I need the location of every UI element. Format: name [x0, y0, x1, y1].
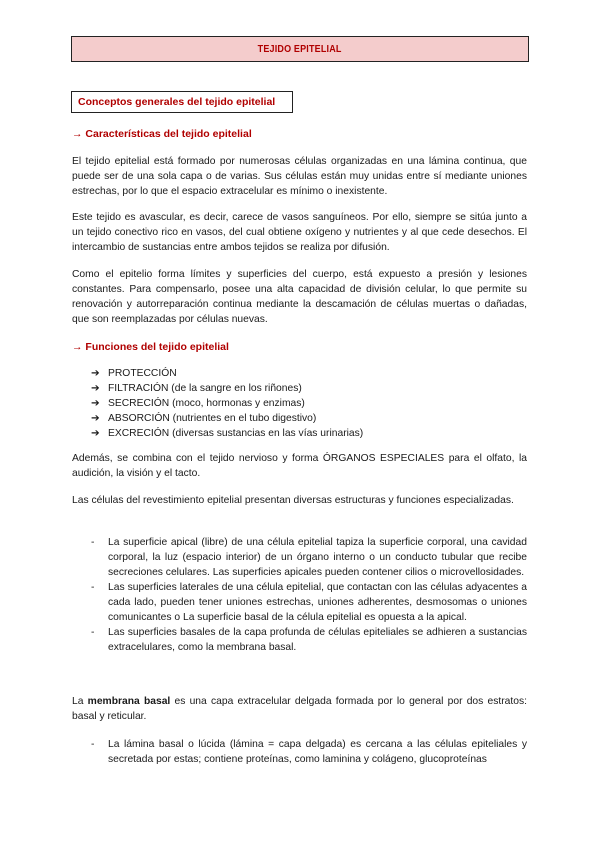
arrow-icon: ➔: [91, 398, 100, 409]
characteristics-paragraph-3: Como el epitelio forma límites y superficies del cuerpo, está expuesto a presión y lesiones constantes. Para compensarlo, posee una alta capacidad de división celular, lo que permite su renovación y autorreparación continua mediante la descamación de células muertas o dañadas, que son reemplazadas por células nuevas.: [72, 269, 527, 325]
list-item: [91, 396, 363, 411]
basal-intro-text: La: [72, 696, 88, 707]
section-title: Conceptos generales del tejido epitelial: [78, 96, 276, 108]
basal-item-text: La lámina basal o lúcida (lámina = capa delgada) es cercana a las células epiteliales y secretada por estas; contiene proteínas, como laminina y colágeno, glucoproteínas: [108, 739, 527, 765]
arrow-icon: ➔: [91, 368, 100, 379]
dash-bullet: -: [91, 537, 95, 548]
characteristics-heading: → Características del tejido epitelial: [72, 128, 252, 140]
basal-intro-rest: es una capa extracelular delgada formada por lo general por dos estratos: basal y reticular.: [72, 696, 527, 722]
structures-paragraph: Las células del revestimiento epitelial presentan diversas estructuras y funciones especializadas.: [72, 495, 514, 506]
functions-list: [91, 366, 363, 441]
function-item-text: PROTECCIÓN: [108, 368, 177, 379]
list-item: [91, 580, 527, 625]
list-item: [91, 411, 363, 426]
section-title-box: [71, 91, 293, 113]
surfaces-list: [91, 535, 527, 655]
arrow-icon: ➔: [91, 383, 100, 394]
surface-item-text: Las superficies basales de la capa profunda de células epiteliales se adhieren a sustancias extracelulares, como la membrana basal.: [108, 627, 527, 653]
function-item-text: ABSORCIÓN (nutrientes en el tubo digestivo): [108, 413, 317, 424]
function-item-text: EXCRECIÓN (diversas sustancias en las vías urinarias): [108, 428, 364, 439]
basal-list: [91, 737, 527, 767]
dash-bullet: -: [91, 739, 95, 750]
arrow-icon: ➔: [91, 413, 100, 424]
list-item: [91, 426, 363, 441]
dash-bullet: -: [91, 627, 95, 638]
list-item: [91, 381, 363, 396]
basal-membrane-term: membrana basal: [87, 696, 171, 707]
characteristics-paragraph-1: El tejido epitelial está formado por numerosas células organizadas en una lámina continua, que puede ser de una sola capa o de varias. Sus células están muy unidas entre sí mediante uniones estrechas, por lo que el espacio extracelular es mínimo o inexistente.: [72, 156, 527, 197]
list-item: [91, 737, 527, 767]
dash-bullet: -: [91, 582, 95, 593]
list-item: [91, 535, 527, 580]
list-item: [91, 625, 527, 655]
surface-item-text: Las superficies laterales de una célula epitelial, que contactan con las células adyacentes a cada lado, pueden tener uniones estrechas, uniones adherentes, desmosomas o uniones comunicantes o La superficie basal de la célula epitelial es opuesta a la apical.: [108, 582, 527, 623]
organs-paragraph: Además, se combina con el tejido nervioso y forma ÓRGANOS ESPECIALES para el olfato, la audición, la visión y el tacto.: [72, 453, 527, 479]
function-item-text: SECRECIÓN (moco, hormonas y enzimas): [108, 398, 305, 409]
list-item: [91, 366, 363, 381]
basal-membrane-paragraph: [72, 694, 527, 724]
surface-item-text: La superficie apical (libre) de una célula epitelial tapiza la superficie corporal, una cavidad corporal, la luz (espacio interior) de un órgano interno o un conducto tubular que recibe secreciones celulares. Las superficies apicales pueden contener cilios o microvellosidades.: [108, 537, 527, 578]
title-banner: [71, 36, 529, 62]
function-item-text: FILTRACIÓN (de la sangre en los riñones): [108, 383, 302, 394]
arrow-icon: ➔: [91, 428, 100, 439]
functions-heading: → Funciones del tejido epitelial: [72, 341, 229, 353]
page-title: TEJIDO EPITELIAL: [258, 43, 342, 55]
characteristics-paragraph-2: Este tejido es avascular, es decir, carece de vasos sanguíneos. Por ello, siempre se sitúa junto a un tejido conectivo rico en vasos, del cual obtiene oxígeno y nutrientes y al que cede desechos. El intercambio de sustancias entre ambos tejidos se realiza por difusión.: [72, 212, 527, 253]
